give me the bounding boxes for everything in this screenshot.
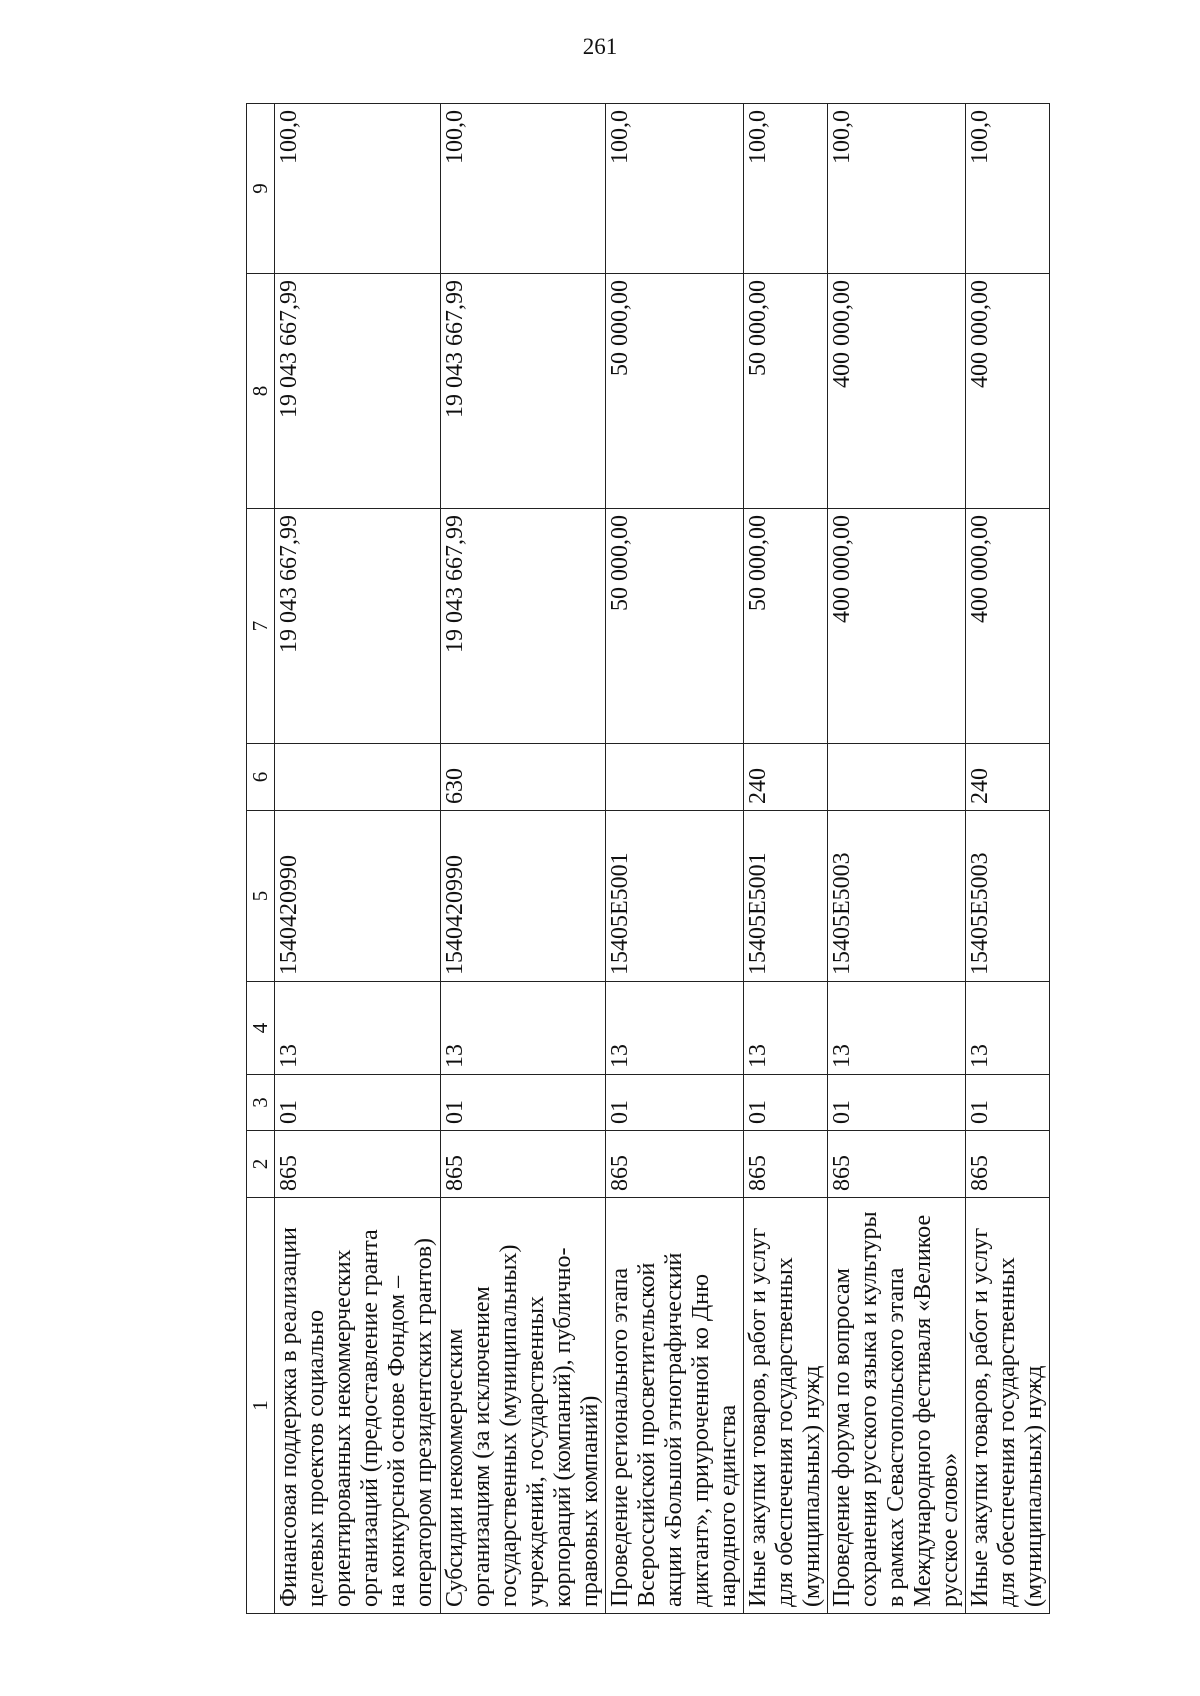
cell-c8: 50 000,00 xyxy=(606,274,744,509)
item-name: Иные закупки товаров, работ и услуг для обеспечения государственных (муниципальных) нужд xyxy=(966,1198,1050,1614)
item-name: Финансовая поддержка в реализации целевых проектов социально ориентированных некоммерческих организаций (предоставление гранта на конкурсной основе Фондом – оператором президентских грантов) xyxy=(275,1198,441,1614)
budget-table xyxy=(246,103,1050,1614)
cell-c8: 19 043 667,99 xyxy=(441,274,606,509)
header-cell: 2 xyxy=(247,1131,275,1198)
header-cell: 7 xyxy=(247,509,275,744)
cell-c6: 240 xyxy=(744,744,828,811)
table-row xyxy=(275,104,441,1614)
cell-c2: 865 xyxy=(966,1131,1050,1198)
cell-c3: 01 xyxy=(966,1075,1050,1131)
table-row xyxy=(441,104,606,1614)
cell-c8: 400 000,00 xyxy=(966,274,1050,509)
cell-c7: 50 000,00 xyxy=(606,509,744,744)
cell-c5: 15405E5001 xyxy=(606,811,744,982)
cell-c9: 100,0 xyxy=(744,104,828,274)
table-row xyxy=(744,104,828,1614)
item-name: Субсидии некоммерческим организациям (за исключением государственных (муниципальных) учреждений, государственных корпораций (компаний), публично-правовых компаний) xyxy=(441,1198,606,1614)
cell-c2: 865 xyxy=(828,1131,966,1198)
cell-c2: 865 xyxy=(441,1131,606,1198)
cell-c3: 01 xyxy=(441,1075,606,1131)
cell-c4: 13 xyxy=(606,982,744,1075)
cell-c3: 01 xyxy=(828,1075,966,1131)
cell-c9: 100,0 xyxy=(275,104,441,274)
cell-c6: 240 xyxy=(966,744,1050,811)
cell-c5: 15405E5003 xyxy=(828,811,966,982)
item-name: Проведение форума по вопросам сохранения русского языка и культуры в рамках Севастопольского этапа Международного фестиваля «Великое русское слово» xyxy=(828,1198,966,1614)
cell-c7: 50 000,00 xyxy=(744,509,828,744)
cell-c4: 13 xyxy=(966,982,1050,1075)
cell-c5: 15405E5003 xyxy=(966,811,1050,982)
cell-c7: 400 000,00 xyxy=(828,509,966,744)
cell-c5: 15405E5001 xyxy=(744,811,828,982)
cell-c3: 01 xyxy=(606,1075,744,1131)
cell-c6 xyxy=(275,744,441,811)
header-row xyxy=(247,104,275,1614)
cell-c2: 865 xyxy=(606,1131,744,1198)
cell-c7: 400 000,00 xyxy=(966,509,1050,744)
cell-c4: 13 xyxy=(441,982,606,1075)
cell-c8: 19 043 667,99 xyxy=(275,274,441,509)
cell-c7: 19 043 667,99 xyxy=(275,509,441,744)
cell-c4: 13 xyxy=(744,982,828,1075)
cell-c2: 865 xyxy=(744,1131,828,1198)
cell-c9: 100,0 xyxy=(606,104,744,274)
header-cell: 3 xyxy=(247,1075,275,1131)
page-number: 261 xyxy=(582,34,618,59)
cell-c3: 01 xyxy=(744,1075,828,1131)
cell-c6 xyxy=(606,744,744,811)
item-name: Иные закупки товаров, работ и услуг для обеспечения государственных (муниципальных) нужд xyxy=(744,1198,828,1614)
item-name: Проведение регионального этапа Всероссийской просветительской акции «Большой этнографический диктант», приуроченной ко Дню народного единства xyxy=(606,1198,744,1614)
cell-c6: 630 xyxy=(441,744,606,811)
header-cell: 6 xyxy=(247,744,275,811)
header-cell: 5 xyxy=(247,811,275,982)
cell-c9: 100,0 xyxy=(441,104,606,274)
cell-c6 xyxy=(828,744,966,811)
cell-c8: 50 000,00 xyxy=(744,274,828,509)
cell-c7: 19 043 667,99 xyxy=(441,509,606,744)
table-row xyxy=(828,104,966,1614)
cell-c5: 1540420990 xyxy=(441,811,606,982)
cell-c9: 100,0 xyxy=(828,104,966,274)
table-row xyxy=(966,104,1050,1614)
header-cell: 9 xyxy=(247,104,275,274)
cell-c3: 01 xyxy=(275,1075,441,1131)
cell-c9: 100,0 xyxy=(966,104,1050,274)
cell-c2: 865 xyxy=(275,1131,441,1198)
cell-c8: 400 000,00 xyxy=(828,274,966,509)
budget-table-rotated xyxy=(246,104,1047,1614)
table-row xyxy=(606,104,744,1614)
header-cell: 4 xyxy=(247,982,275,1075)
cell-c5: 1540420990 xyxy=(275,811,441,982)
cell-c4: 13 xyxy=(828,982,966,1075)
header-cell: 8 xyxy=(247,274,275,509)
header-cell: 1 xyxy=(247,1198,275,1614)
cell-c4: 13 xyxy=(275,982,441,1075)
